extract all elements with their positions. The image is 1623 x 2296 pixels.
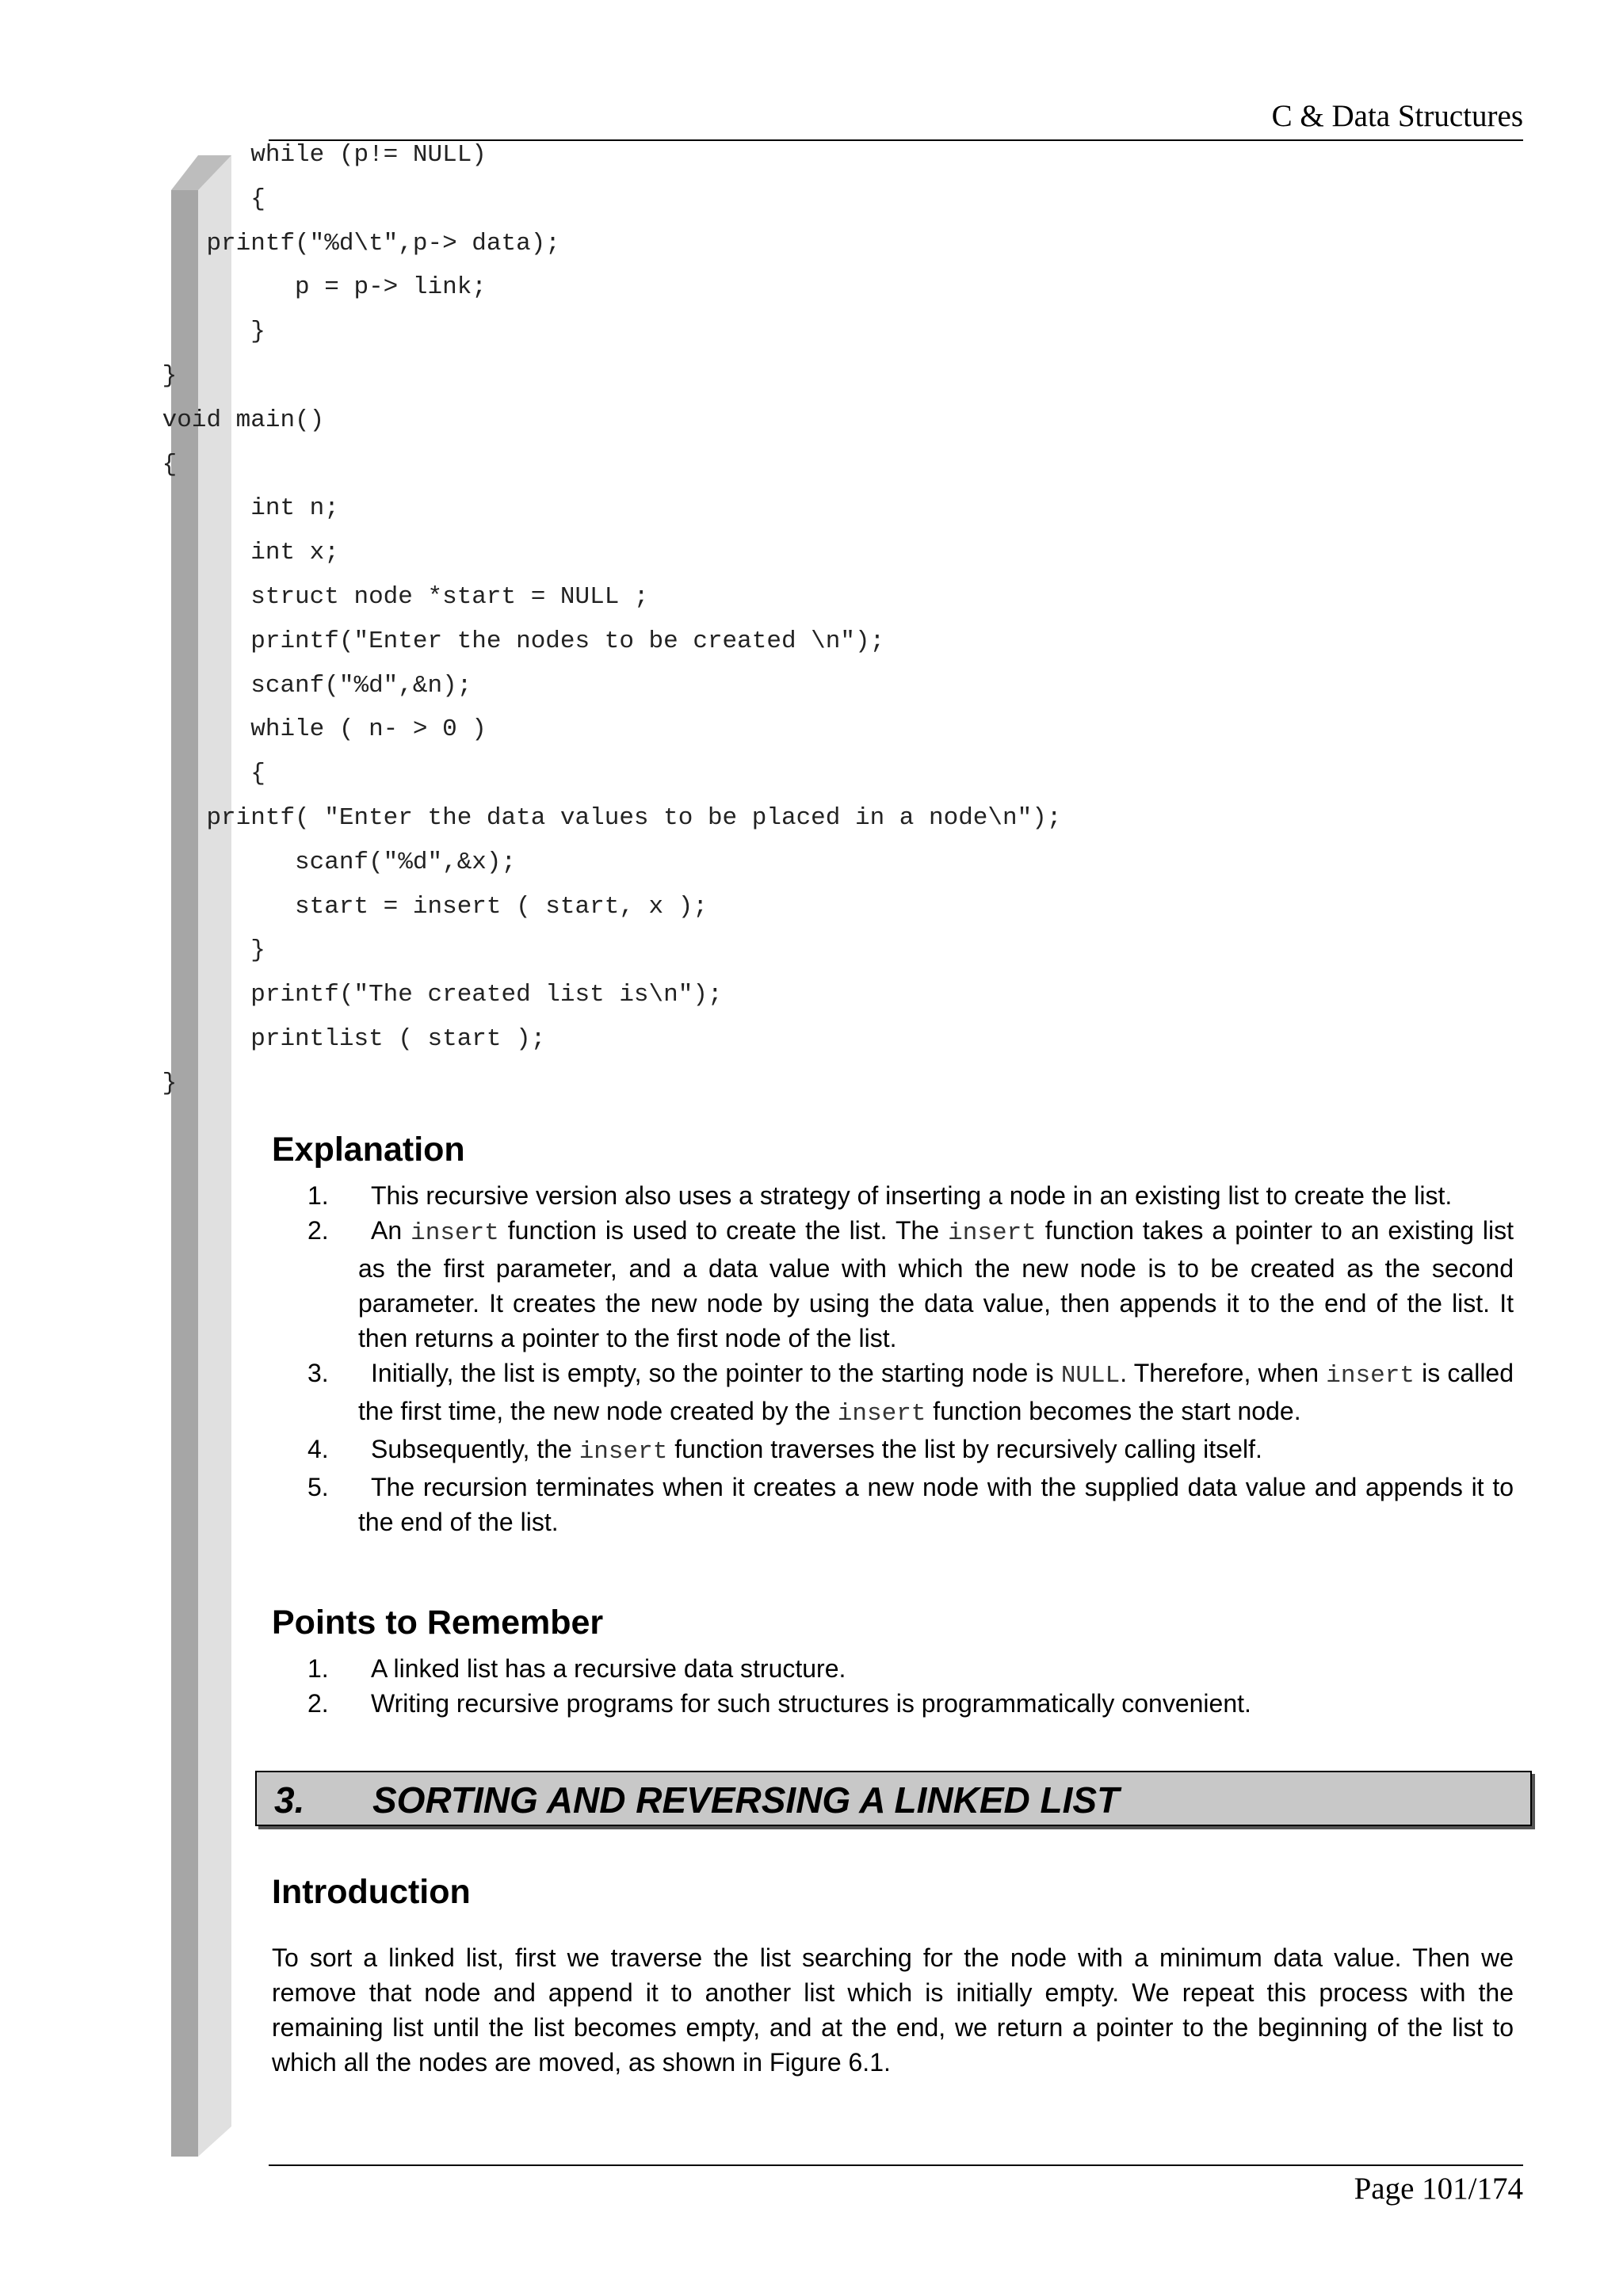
inline-code: insert <box>948 1219 1037 1247</box>
introduction-paragraph: To sort a linked list, first we traverse the list searching for the node with a minimum data value. Then we remove that node and append it to another list which is initially empty. We repeat this process with the remaining list until the list becomes empty, and at the end, we return a pointer to the beginning of the list to which all the nodes are moved, as shown in Figure 6.1. <box>272 1943 1514 2077</box>
points-heading: Points to Remember <box>272 1604 604 1642</box>
text-run: Initially, the list is empty, so the pointer to the starting node is <box>371 1359 1061 1387</box>
code-line: } <box>0 936 265 965</box>
code-line: struct node *start = NULL ; <box>0 582 649 611</box>
list-item-number: 2. <box>307 1689 329 1718</box>
list-item-number: 3. <box>307 1359 329 1387</box>
inline-code: NULL <box>1060 1362 1121 1390</box>
code-line: { <box>0 450 178 479</box>
code-line: int x; <box>0 539 339 567</box>
inline-code: insert <box>837 1400 926 1428</box>
text-run: The recursion terminates when it creates a new node with the supplied data value and appends it to the end of the list. <box>358 1473 1514 1536</box>
code-line: while ( n- > 0 ) <box>0 715 487 744</box>
list-item <box>301 1178 1514 1213</box>
list-item-text <box>358 1470 1514 1539</box>
list-item-text <box>358 1432 1514 1470</box>
code-line: printf("%d\t",p-> data); <box>0 229 560 257</box>
list-item-text <box>358 1686 1514 1721</box>
code-line: } <box>0 318 265 346</box>
list-item-number: 1. <box>307 1181 329 1210</box>
list-item-text <box>358 1178 1514 1213</box>
text-run: A linked list has a recursive data structure. <box>371 1654 846 1683</box>
code-line: printf("The created list is\n"); <box>0 981 723 1009</box>
text-run: This recursive version also uses a strategy of inserting a node in an existing list to create the list. <box>371 1181 1453 1210</box>
text-run: is called the first time, the new node created by the <box>358 1359 1514 1425</box>
code-line: { <box>0 185 265 213</box>
code-line: p = p-> link; <box>0 273 487 302</box>
page-number: Page 101/174 <box>1354 2172 1523 2206</box>
list-item-text <box>358 1356 1514 1432</box>
code-line: printf( "Enter the data values to be placed in a node\n"); <box>0 803 1062 832</box>
list-item-number: 4. <box>307 1435 329 1463</box>
list-item-text <box>358 1651 1514 1686</box>
explanation-list <box>301 1178 1514 1539</box>
text-run: function traverses the list by recursively calling itself. <box>667 1435 1262 1463</box>
introduction-heading: Introduction <box>272 1873 471 1911</box>
list-item-number: 2. <box>307 1216 329 1245</box>
list-item <box>301 1686 1514 1721</box>
header-title: C & Data Structures <box>1271 99 1523 133</box>
text-run: . Therefore, when <box>1120 1359 1327 1387</box>
text-run: An <box>371 1216 411 1245</box>
code-line: void main() <box>0 406 325 434</box>
section-title: SORTING AND REVERSING A LINKED LIST <box>372 1779 1120 1821</box>
list-item <box>301 1651 1514 1686</box>
inline-code: insert <box>1326 1362 1415 1390</box>
list-item <box>301 1356 1514 1432</box>
list-item <box>301 1432 1514 1470</box>
code-line: } <box>0 1069 178 1097</box>
list-item <box>301 1213 1514 1356</box>
text-run: Subsequently, the <box>371 1435 579 1463</box>
inline-code: insert <box>411 1219 499 1247</box>
code-line: printf("Enter the nodes to be created \n"); <box>0 627 885 655</box>
text-run: function is used to create the list. The <box>498 1216 949 1245</box>
inline-code: insert <box>579 1438 668 1466</box>
explanation-heading: Explanation <box>272 1131 465 1169</box>
code-line: start = insert ( start, x ); <box>0 892 708 921</box>
list-item-number: 1. <box>307 1654 329 1683</box>
code-line: printlist ( start ); <box>0 1024 546 1053</box>
code-line: scanf("%d",&n); <box>0 671 472 700</box>
code-line: scanf("%d",&x); <box>0 848 517 876</box>
section-number: 3. <box>274 1779 305 1821</box>
list-item-text <box>358 1213 1514 1356</box>
points-list <box>301 1651 1514 1721</box>
text-run: Writing recursive programs for such structures is programmatically convenient. <box>371 1689 1251 1718</box>
section-heading-box <box>255 1771 1532 1826</box>
text-run: function takes a pointer to an existing list as the first parameter, and a data value with which the new node is to be created as the second parameter. It creates the new node by using the data value, then appends it to the end of the list. It then returns a pointer to the first node of the list. <box>358 1216 1514 1352</box>
list-item <box>301 1470 1514 1539</box>
code-block <box>0 133 1061 1106</box>
code-line: int n; <box>0 494 339 523</box>
footer-rule <box>269 2164 1523 2166</box>
list-item-number: 5. <box>307 1473 329 1501</box>
code-line: while (p!= NULL) <box>0 141 487 169</box>
text-run: function becomes the start node. <box>926 1397 1301 1425</box>
code-line: { <box>0 760 265 788</box>
code-line: } <box>0 361 178 390</box>
